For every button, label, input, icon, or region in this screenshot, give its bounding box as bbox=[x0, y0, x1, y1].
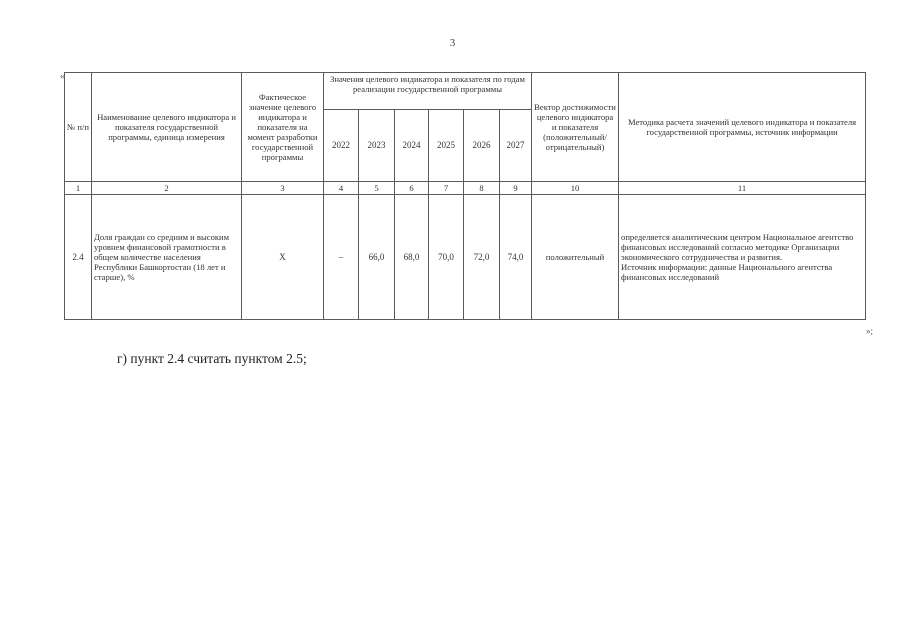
column-number: 8 bbox=[464, 182, 500, 195]
column-number-row bbox=[65, 182, 866, 195]
row-value-2025: 70,0 bbox=[429, 195, 464, 320]
table-row bbox=[65, 195, 866, 320]
indicator-table bbox=[64, 72, 866, 320]
header-year-2024: 2024 bbox=[395, 110, 429, 182]
column-number: 7 bbox=[429, 182, 464, 195]
column-number: 4 bbox=[324, 182, 359, 195]
closing-quote: »; bbox=[866, 326, 874, 336]
header-year-2025: 2025 bbox=[429, 110, 464, 182]
header-number: № п/п bbox=[65, 73, 92, 182]
column-number: 6 bbox=[395, 182, 429, 195]
row-actual-value: X bbox=[242, 195, 324, 320]
column-number: 9 bbox=[500, 182, 532, 195]
header-vector: Вектор достижимости целевого индикатора и показателя (положительный/ отрицательный) bbox=[532, 73, 619, 182]
header-methodology: Методика расчета значений целевого индикатора и показателя государственной программы, источник информации bbox=[619, 73, 866, 182]
header-year-2027: 2027 bbox=[500, 110, 532, 182]
opening-quote: « bbox=[60, 71, 65, 81]
column-number: 10 bbox=[532, 182, 619, 195]
row-indicator-name: Доля граждан со средним и высоким уровнем финансовой грамотности в общем количестве населения Республики Башкортостан (18 лет и старше), % bbox=[92, 195, 242, 320]
header-year-2026: 2026 bbox=[464, 110, 500, 182]
row-methodology: определяется аналитическим центром Национальное агентство финансовых исследований согласно методике Организации экономического сотрудничества и развития. bbox=[621, 231, 854, 263]
header-year-2023: 2023 bbox=[359, 110, 395, 182]
page-number: 3 bbox=[449, 37, 456, 49]
row-value-2027: 74,0 bbox=[500, 195, 532, 320]
column-number: 5 bbox=[359, 182, 395, 195]
column-number: 11 bbox=[619, 182, 866, 195]
column-number: 1 bbox=[65, 182, 92, 195]
row-value-2022: – bbox=[324, 195, 359, 320]
amendment-text: г) пункт 2.4 считать пунктом 2.5; bbox=[117, 351, 307, 366]
row-value-2024: 68,0 bbox=[395, 195, 429, 320]
row-number: 2.4 bbox=[65, 195, 92, 320]
row-value-2023: 66,0 bbox=[359, 195, 395, 320]
row-vector: положительный bbox=[532, 195, 619, 320]
column-number: 3 bbox=[242, 182, 324, 195]
row-source: Источник информации: данные Национального агентства финансовых исследований bbox=[621, 262, 833, 283]
header-row-1 bbox=[65, 73, 866, 110]
header-actual-value: Фактическое значение целевого индикатора и показателя на момент разработки государственной программы bbox=[242, 73, 324, 182]
header-values-by-year: Значения целевого индикатора и показателя по годам реализации государственной программы bbox=[324, 73, 532, 110]
header-year-2022: 2022 bbox=[324, 110, 359, 182]
column-number: 2 bbox=[92, 182, 242, 195]
row-methodology-cell bbox=[619, 195, 866, 320]
row-value-2026: 72,0 bbox=[464, 195, 500, 320]
header-indicator-name: Наименование целевого индикатора и показателя государственной программы, единица измерения bbox=[92, 73, 242, 182]
